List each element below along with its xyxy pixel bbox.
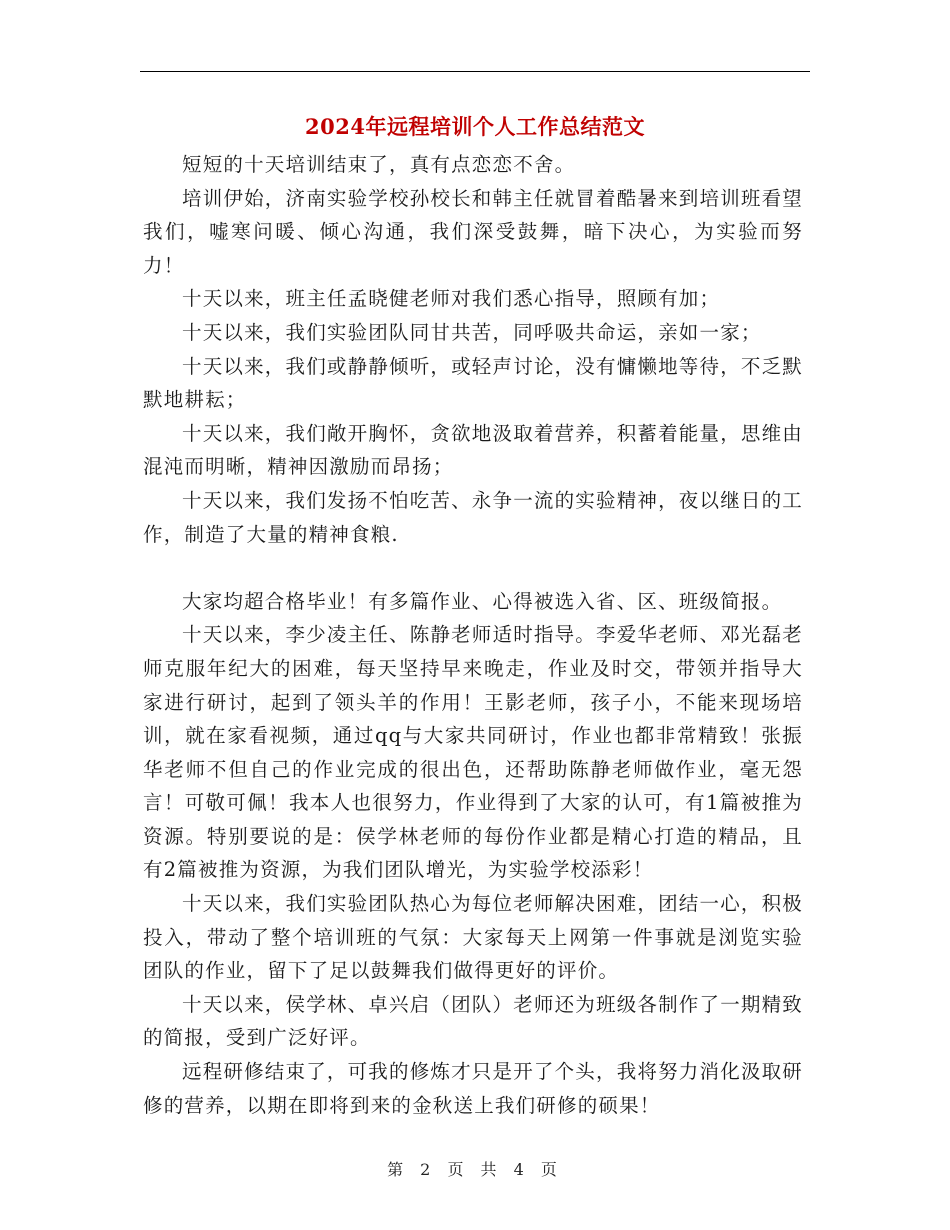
paragraph: 十天以来，我们敞开胸怀，贪欲地汲取着营养，积蓄着能量，思维由混沌而明晰，精神因激励而昂扬； [143, 421, 804, 479]
paragraph: 十天以来，侯学林、卓兴启（团队）老师还为班级各制作了一期精致的简报，受到广泛好评。 [143, 992, 804, 1050]
paragraph: 远程研修结束了，可我的修炼才只是开了个头，我将努力消化汲取研修的营养，以期在即将到来的金秋送上我们研修的硕果！ [143, 1060, 804, 1117]
paragraph: 十天以来，我们或静静倾听，或轻声讨论，没有慵懒地等待，不乏默默地耕耘； [143, 354, 804, 412]
paragraph: 十天以来，我们发扬不怕吃苦、永争一流的实验精神，夜以继日的工作，制造了大量的精神食粮. [143, 488, 804, 546]
paragraph-spacer [143, 551, 803, 585]
paragraph: 十天以来，我们实验团队同甘共苦，同呼吸共命运，亲如一家； [182, 320, 762, 344]
paragraph: 十天以来，班主任孟晓健老师对我们悉心指导，照顾有加； [182, 287, 721, 311]
document-body [143, 148, 803, 1122]
paragraph: 短短的十天培训结束了，真有点恋恋不舍。 [182, 153, 576, 176]
header-rule [140, 71, 810, 72]
paragraph: 大家均超合格毕业！有多篇作业、心得被选入省、区、班级简报。 [182, 589, 783, 613]
paragraph: 十天以来，李少凌主任、陈静老师适时指导。李爱华老师、邓光磊老师克服年纪大的困难，每天坚持早来晚走，作业及时交，带领并指导大家进行研讨，起到了领头羊的作用！王影老师，孩子小，不能来现场培训，就在家看视频，通过qq与大家共同研讨，作业也都非常精致！张振华老师不但自己的作业完成的很出色，还帮助陈静老师做作业，毫无怨言！可敬可佩！我本人也很努力，作业得到了大家的认可，有1篇被推为资源。特别要说的是：侯学林老师的每份作业都是精心打造的精品，且有2篇被推为资源，为我们团队增光，为实验学校添彩！ [143, 623, 804, 882]
paragraph: 十天以来，我们实验团队热心为每位老师解决困难，团结一心，积极投入，带动了整个培训班的气氛：大家每天上网第一件事就是浏览实验团队的作业，留下了足以鼓舞我们做得更好的评价。 [143, 892, 804, 983]
document-title: 2024年远程培训个人工作总结范文 [305, 114, 645, 139]
page-number-footer: 第 2 页 共 4 页 [387, 1160, 563, 1179]
paragraph: 培训伊始，济南实验学校孙校长和韩主任就冒着酷暑来到培训班看望我们，嘘寒问暖、倾心沟通，我们深受鼓舞，暗下决心，为实验而努力！ [143, 186, 804, 277]
